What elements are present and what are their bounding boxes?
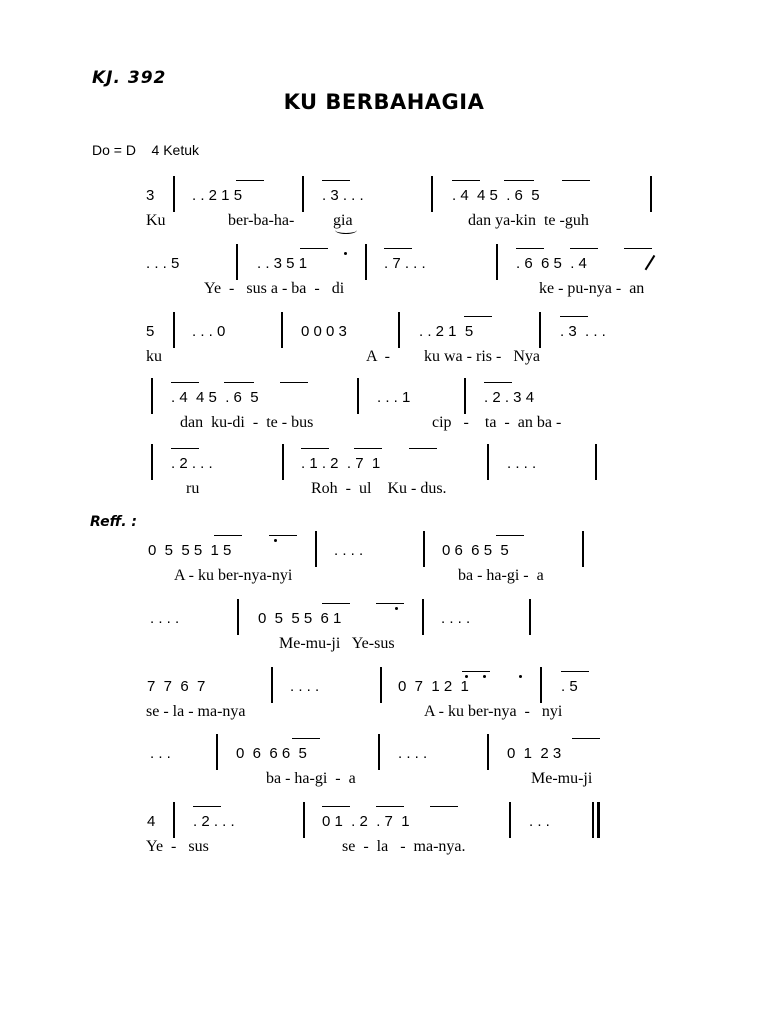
refrain-label: Reff. :	[90, 514, 138, 530]
beam-overline	[193, 806, 221, 807]
beam-overline	[462, 671, 490, 672]
beam-overline	[430, 806, 458, 807]
bar-line	[302, 176, 304, 212]
bar-line	[151, 378, 153, 414]
note-group: . . . .	[150, 610, 180, 627]
note-group: . 2 . . .	[171, 455, 213, 472]
note-group: . . . .	[398, 745, 428, 762]
beam-overline	[464, 316, 492, 317]
high-octave-dot	[483, 675, 486, 678]
beam-overline	[376, 806, 404, 807]
note-group: . . .	[150, 745, 171, 762]
final-bar-thick	[597, 802, 600, 838]
lyric: ba - ha-gi - a	[266, 770, 356, 787]
beam-overline	[269, 535, 297, 536]
bar-line	[380, 667, 382, 703]
beam-overline	[171, 448, 199, 449]
bar-line	[237, 599, 239, 635]
beam-overline	[504, 180, 534, 181]
beam-overline	[452, 180, 480, 181]
note-group: . 3 . . .	[560, 323, 606, 340]
note-group: . . . .	[334, 542, 364, 559]
lyric: ku	[146, 348, 162, 365]
note-group: . . . 0	[192, 323, 226, 340]
bar-line	[595, 444, 597, 480]
key-signature: Do = D 4 Ketuk	[92, 142, 199, 158]
note-group: . 1 . 2 . 7 1	[301, 455, 381, 472]
beam-overline	[301, 448, 329, 449]
bar-line	[216, 734, 218, 770]
note-group: . . . .	[507, 455, 537, 472]
bar-line	[423, 531, 425, 567]
bar-line	[496, 244, 498, 280]
lyric: se - la - ma-nya.	[342, 838, 466, 855]
beam-overline	[171, 382, 199, 383]
lyric: dan ya-kin te -guh	[468, 212, 589, 229]
beam-overline	[562, 180, 590, 181]
beam-overline	[516, 248, 544, 249]
note-group: 4	[147, 813, 156, 830]
bar-line	[173, 802, 175, 838]
bar-line	[540, 667, 542, 703]
note-group: . . 3 5 1	[257, 255, 308, 272]
beam-overline	[292, 738, 320, 739]
note-group: 0 0 0 3	[301, 323, 347, 340]
beam-overline	[354, 448, 382, 449]
note-group: . 4 4 5 . 6 5	[452, 187, 540, 204]
lyric: Me-mu-ji Ye-sus	[279, 635, 395, 652]
note-group: 3	[146, 187, 155, 204]
lyric: ke - pu-nya - an	[539, 280, 645, 297]
bar-line	[431, 176, 433, 212]
lyric: ku wa - ris - Nya	[424, 348, 540, 365]
beam-overline	[484, 382, 512, 383]
lyric: Ku	[146, 212, 166, 229]
raised-note-slash	[645, 255, 655, 270]
high-octave-dot	[274, 539, 277, 542]
bar-line	[151, 444, 153, 480]
hymn-number: KJ. 392	[92, 68, 167, 88]
bar-line	[271, 667, 273, 703]
note-group: . 3 . . .	[322, 187, 364, 204]
bar-line	[173, 176, 175, 212]
bar-line	[378, 734, 380, 770]
note-group: . . . .	[441, 610, 471, 627]
lyric: A - ku ber-nya - nyi	[424, 703, 563, 720]
lyric: Me-mu-ji	[531, 770, 593, 787]
lyric: Ye - sus a - ba - di	[204, 280, 345, 297]
lyric: ru	[186, 480, 200, 497]
lyric: gia	[333, 212, 353, 229]
high-octave-dot	[465, 675, 468, 678]
note-group: . 5	[561, 678, 578, 695]
bar-line	[236, 244, 238, 280]
beam-overline	[236, 180, 264, 181]
beam-overline	[409, 448, 437, 449]
bar-line	[582, 531, 584, 567]
note-group: 0 6 6 6 5	[236, 745, 307, 762]
bar-line	[281, 312, 283, 348]
lyric: se - la - ma-nya	[146, 703, 246, 720]
bar-line	[303, 802, 305, 838]
beam-overline	[322, 180, 350, 181]
bar-line	[365, 244, 367, 280]
bar-line	[650, 176, 652, 212]
note-group: . 2 . 3 4	[484, 389, 535, 406]
bar-line	[487, 734, 489, 770]
beam-overline	[496, 535, 524, 536]
bar-line	[487, 444, 489, 480]
lyric: A - ku ber-nya-nyi	[174, 567, 293, 584]
bar-line	[529, 599, 531, 635]
note-group: 0 5 5 5 6 1	[258, 610, 342, 627]
note-group: 0 1 . 2 . 7 1	[322, 813, 410, 830]
high-octave-dot	[395, 607, 398, 610]
lyric: Ye - sus	[146, 838, 209, 855]
note-group: . . 2 1 5	[419, 323, 474, 340]
note-group: . 2 . . .	[193, 813, 235, 830]
bar-line	[464, 378, 466, 414]
slur-arc	[335, 226, 357, 234]
beam-overline	[624, 248, 652, 249]
high-octave-dot	[344, 252, 347, 255]
note-group: 0 7 1 2 1	[398, 678, 469, 695]
lyric: ba - ha-gi - a	[458, 567, 544, 584]
bar-line	[282, 444, 284, 480]
bar-line	[539, 312, 541, 348]
beam-overline	[376, 603, 404, 604]
final-bar-thin	[592, 802, 594, 838]
bar-line	[173, 312, 175, 348]
note-group: . . .	[529, 813, 550, 830]
beam-overline	[561, 671, 589, 672]
lyric: dan ku-di - te - bus	[180, 414, 314, 431]
bar-line	[315, 531, 317, 567]
note-group: . 7 . . .	[384, 255, 426, 272]
lyric: cip - ta - an ba -	[432, 414, 562, 431]
beam-overline	[214, 535, 242, 536]
note-group: 0 1 2 3	[507, 745, 562, 762]
note-group: . . 2 1 5	[192, 187, 243, 204]
lyric: Roh - ul Ku - dus.	[311, 480, 447, 497]
bar-line	[509, 802, 511, 838]
high-octave-dot	[519, 675, 522, 678]
note-group: 0 5 5 5 1 5	[148, 542, 232, 559]
note-group: . 6 6 5 . 4	[516, 255, 587, 272]
note-group: . . . 5	[146, 255, 180, 272]
note-group: 7 7 6 7	[147, 678, 206, 695]
note-group: . 4 4 5 . 6 5	[171, 389, 259, 406]
beam-overline	[300, 248, 328, 249]
note-group: 5	[146, 323, 155, 340]
beam-overline	[384, 248, 412, 249]
lyric: ber-ba-ha-	[228, 212, 295, 229]
beam-overline	[280, 382, 308, 383]
bar-line	[357, 378, 359, 414]
hymn-title: KU BERBAHAGIA	[283, 90, 485, 114]
beam-overline	[570, 248, 598, 249]
beam-overline	[224, 382, 254, 383]
lyric: A -	[366, 348, 390, 365]
beam-overline	[560, 316, 588, 317]
beam-overline	[322, 603, 350, 604]
note-group: . . . 1	[377, 389, 411, 406]
note-group: . . . .	[290, 678, 320, 695]
bar-line	[398, 312, 400, 348]
beam-overline	[322, 806, 350, 807]
note-group: 0 6 6 5 5	[442, 542, 509, 559]
bar-line	[422, 599, 424, 635]
beam-overline	[572, 738, 600, 739]
